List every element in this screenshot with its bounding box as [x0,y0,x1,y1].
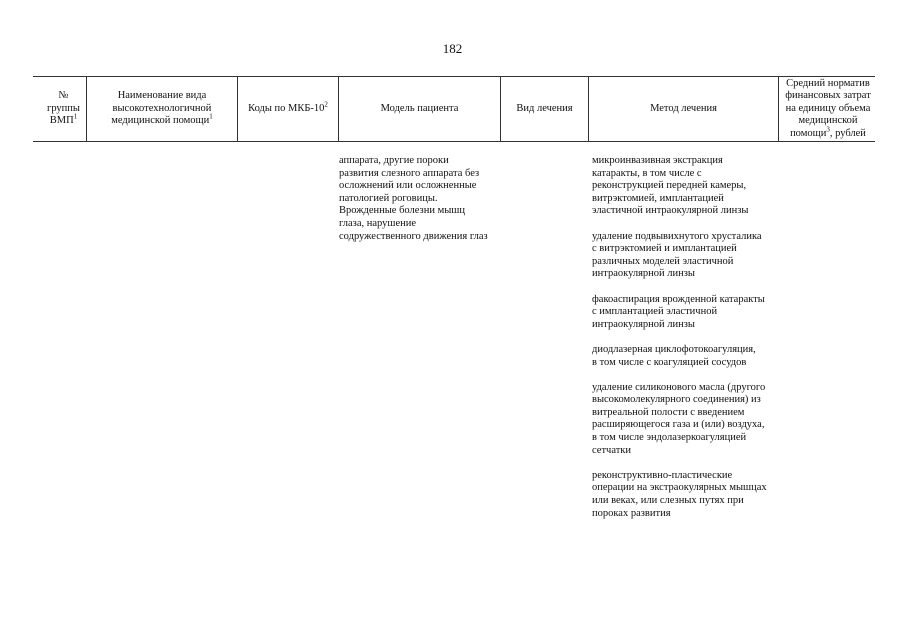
treatment-method-item: реконструктивно-пластические операции на экстраокулярных мышцах или веках, или слезных путях при пороках развития [592,469,767,519]
header-group-number: № группы ВМП$^1$ [47,90,80,127]
treatment-method-item: микроинвазивная экстракция катаракты, в том числе с реконструкцией передней камеры, витрэктомией, имплантацией эластичной интраокулярной линзы [592,155,749,217]
header-average-cost-norm: Средний норматив финансовых затрат на единицу объема медицинской помощи$^3$, рублей [785,77,871,139]
header-patient-model: Модель пациента [380,102,459,114]
treatment-method-item: факоаспирация врожденной катаракты с имплантацией эластичной интраокулярной линзы [592,293,765,330]
treatment-method-item: удаление подвывихнутого хрусталика с витрэктомией и имплантацией различных моделей эластичной интраокулярной линзы [592,230,762,280]
table-header-bottom-rule [33,141,875,142]
header-treatment-method: Метод лечения [650,102,717,114]
page-number: 182 [442,41,463,56]
treatment-method-item: удаление силиконового масла (другого высокомолекулярного соединения) из витреальной полости с введением расширяющегося газа и (или) воздуха, в том числе эндолазеркоагуляцией сетчатки [592,381,766,456]
treatment-method-item: диодлазерная циклофотокоагуляция, в том числе с коагуляцией сосудов [592,343,756,368]
header-icd-codes: Коды по МКБ-$10^2$ [248,100,328,114]
header-treatment-type: Вид лечения [516,102,573,114]
patient-model-text: аппарата, другие пороки развития слезного аппарата без осложнений или осложненные патологией роговицы. Врожденные болезни мышц глаза, нарушение содружественного движения глаз [339,155,488,242]
header-care-type-name: Наименование вида высокотехнологичной медицинской помощи$^1$ [111,90,213,127]
treatment-methods-list [592,155,782,533]
